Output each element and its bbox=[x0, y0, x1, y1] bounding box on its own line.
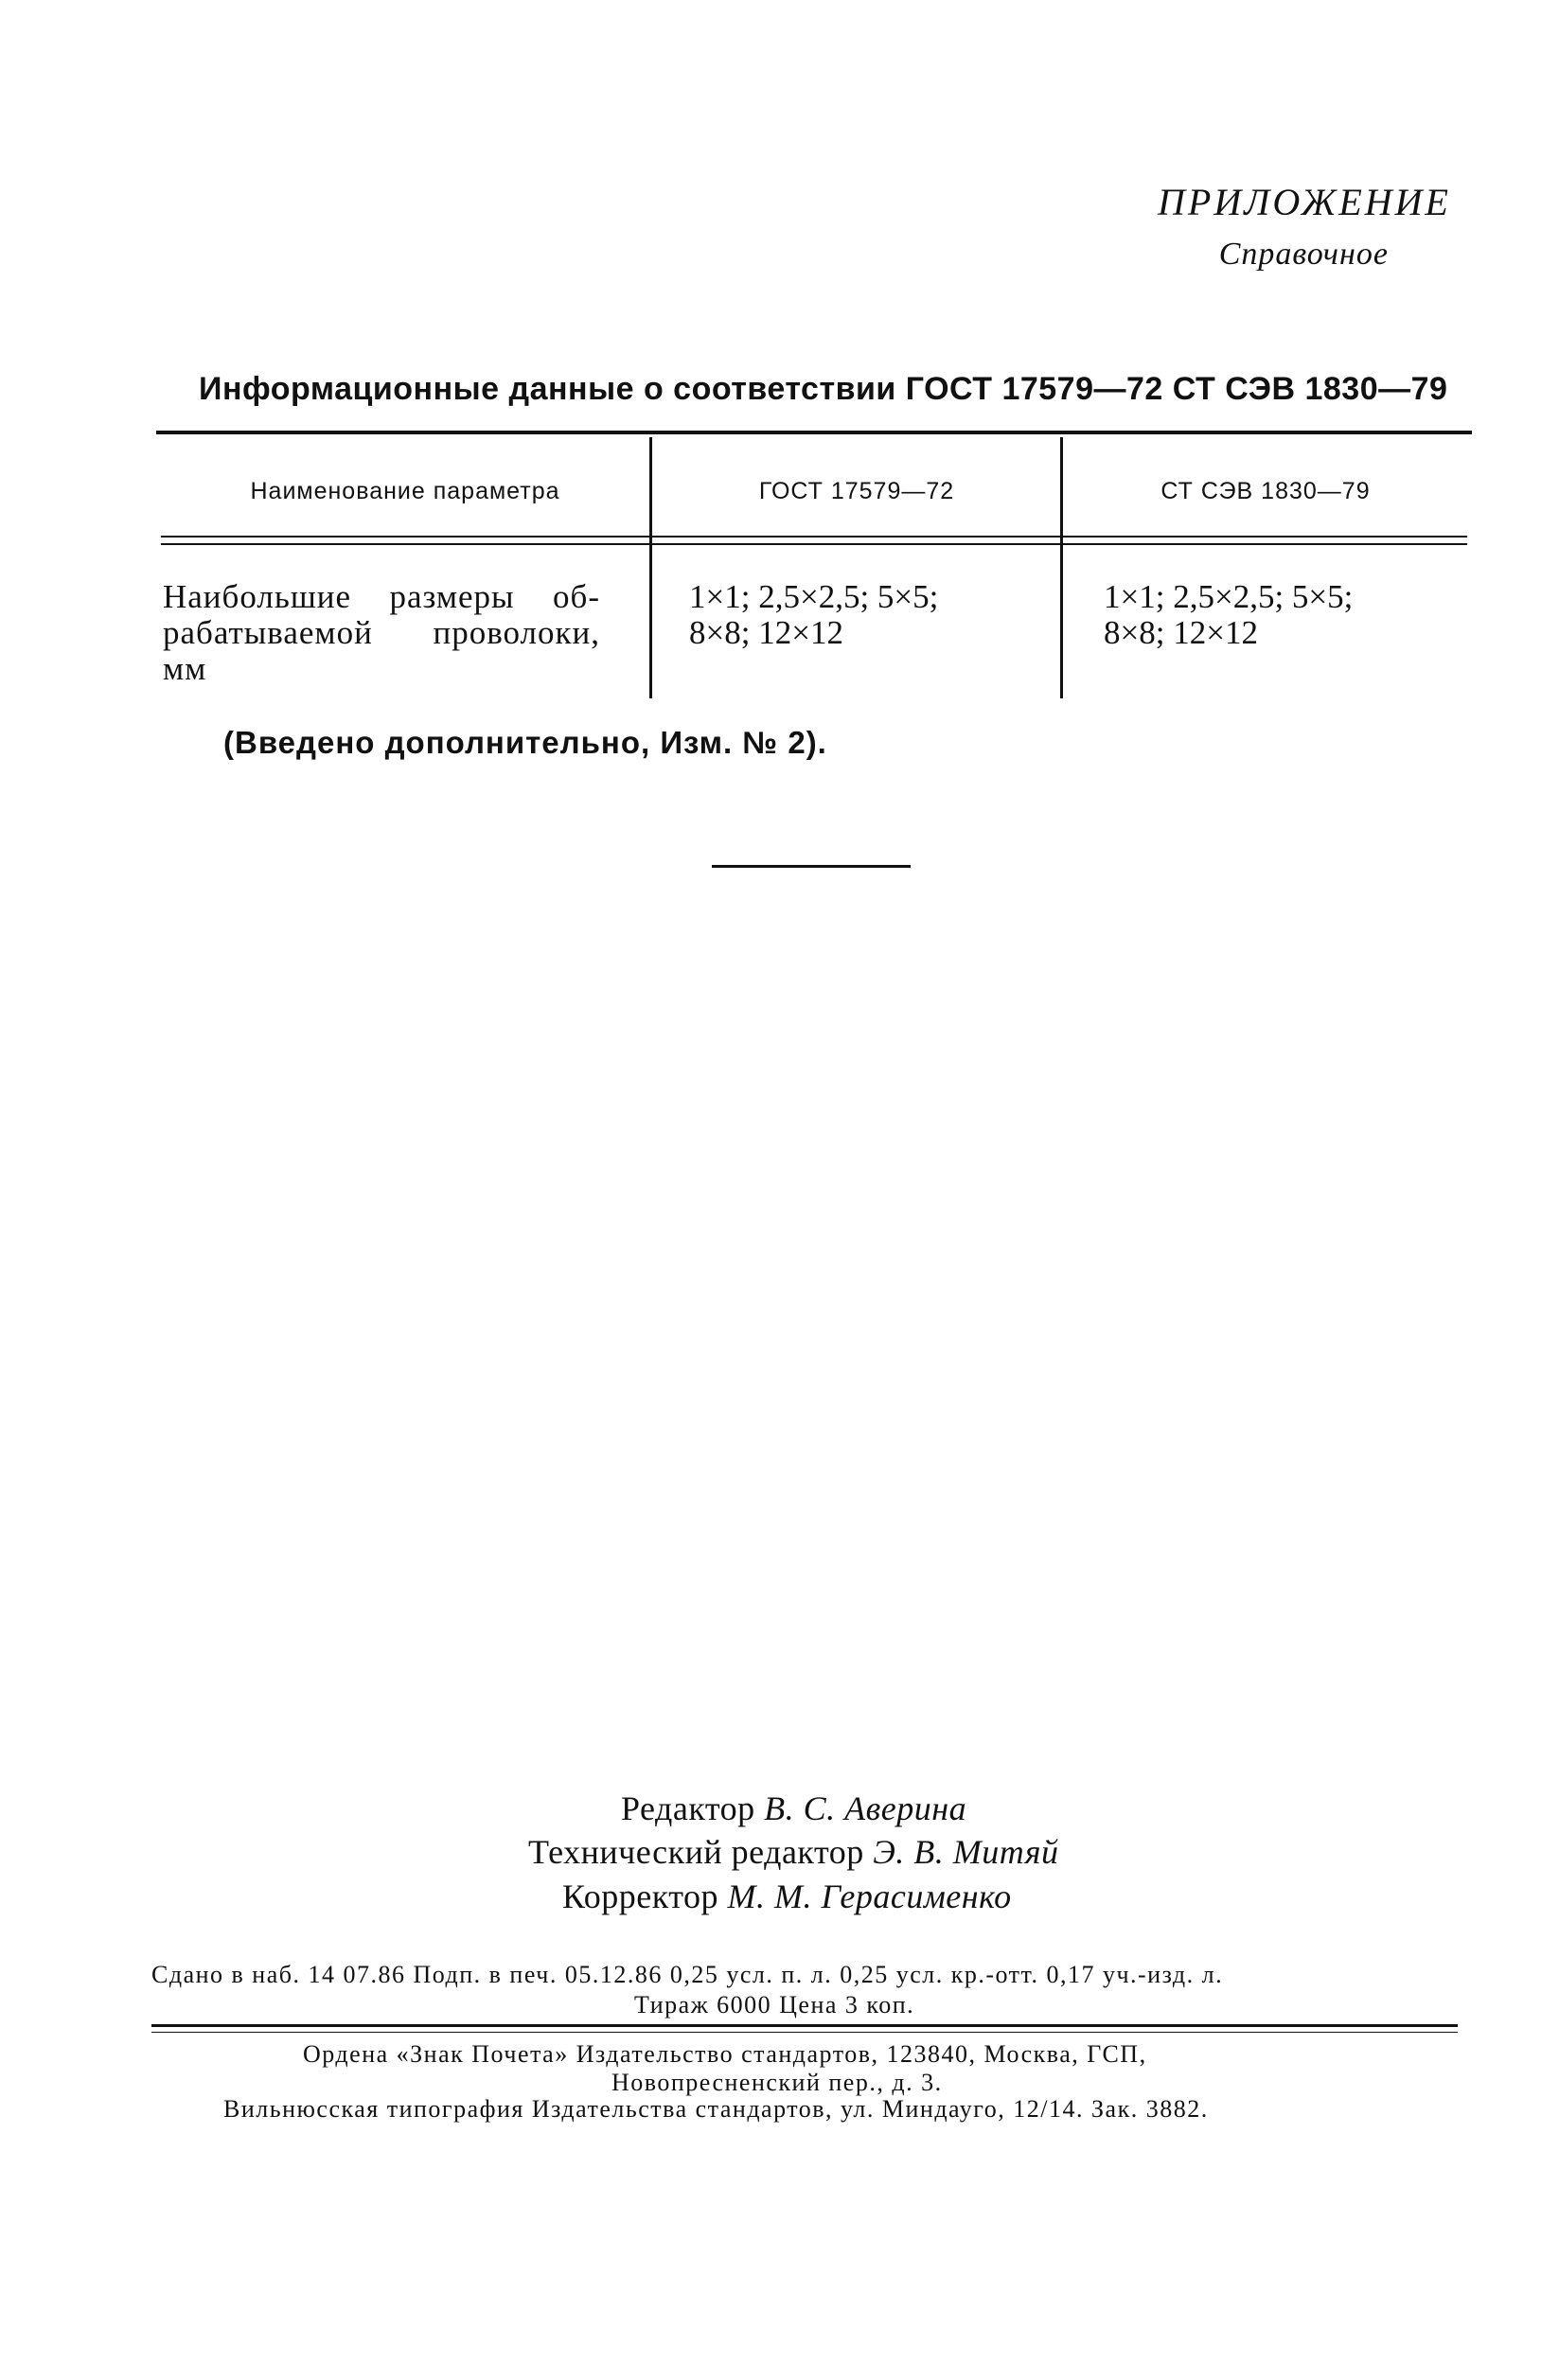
table-caption: Информационные данные о соответствии ГОСТ 17579—72 СТ СЭВ 1830—79 bbox=[199, 371, 1448, 407]
table-header-rule bbox=[161, 543, 1467, 545]
credit-name: Э. В. Митяй bbox=[873, 1833, 1059, 1871]
cell-line: 8×8; 12×12 bbox=[1104, 614, 1258, 651]
cell-line: рабатываемой проволоки, bbox=[163, 614, 600, 651]
column-header-gost: ГОСТ 17579—72 bbox=[758, 478, 955, 504]
imprint-rule bbox=[151, 2032, 1458, 2033]
table-cell-st-sev bbox=[1104, 579, 1353, 651]
credit-technical-editor bbox=[528, 1832, 1058, 1872]
table-cell-parameter bbox=[163, 579, 600, 687]
credit-label: Технический редактор bbox=[528, 1833, 864, 1871]
table-top-rule bbox=[156, 431, 1472, 434]
appendix-title: ПРИЛОЖЕНИЕ bbox=[1158, 181, 1451, 223]
cell-line: 1×1; 2,5×2,5; 5×5; bbox=[689, 578, 939, 615]
amendment-note: (Введено дополнительно, Изм. № 2). bbox=[223, 725, 827, 760]
appendix-subtitle: Справочное bbox=[1218, 237, 1389, 272]
table-column-divider bbox=[649, 437, 652, 698]
imprint-printing-house: Вильнюсская типография Издательства стандартов, ул. Миндауго, 12/14. Зак. 3882. bbox=[223, 2095, 1209, 2123]
credit-label: Редактор bbox=[621, 1789, 755, 1827]
imprint-print-details: Сдано в наб. 14 07.86 Подп. в печ. 05.12.86 0,25 усл. п. л. 0,25 усл. кр.-отт. 0,17 уч.-изд. л. bbox=[151, 1961, 1224, 1988]
column-header-parameter: Наименование параметра bbox=[250, 478, 560, 504]
table-column-divider bbox=[1060, 437, 1063, 698]
cell-line: 1×1; 2,5×2,5; 5×5; bbox=[1104, 578, 1354, 615]
column-header-st-sev: СТ СЭВ 1830—79 bbox=[1160, 478, 1371, 504]
table-header-rule bbox=[161, 536, 1467, 538]
cell-line: Наибольшие размеры об- bbox=[163, 578, 600, 615]
section-separator bbox=[712, 865, 911, 868]
credit-corrector bbox=[562, 1877, 1012, 1916]
imprint-publisher-address: Новопресненский пер., д. 3. bbox=[611, 2069, 943, 2096]
credit-name: В. С. Аверина bbox=[764, 1789, 967, 1827]
imprint-circulation-price: Тираж 6000 Цена 3 коп. bbox=[634, 1991, 915, 2019]
cell-line: 8×8; 12×12 bbox=[689, 614, 843, 651]
cell-line: мм bbox=[163, 650, 207, 687]
credit-editor bbox=[621, 1789, 966, 1828]
imprint-rule bbox=[151, 2024, 1458, 2027]
imprint-publisher: Ордена «Знак Почета» Издательство стандартов, 123840, Москва, ГСП, bbox=[303, 2040, 1147, 2068]
credit-label: Корректор bbox=[562, 1878, 718, 1915]
table-cell-gost bbox=[689, 579, 938, 651]
credit-name: М. М. Герасименко bbox=[727, 1878, 1012, 1915]
